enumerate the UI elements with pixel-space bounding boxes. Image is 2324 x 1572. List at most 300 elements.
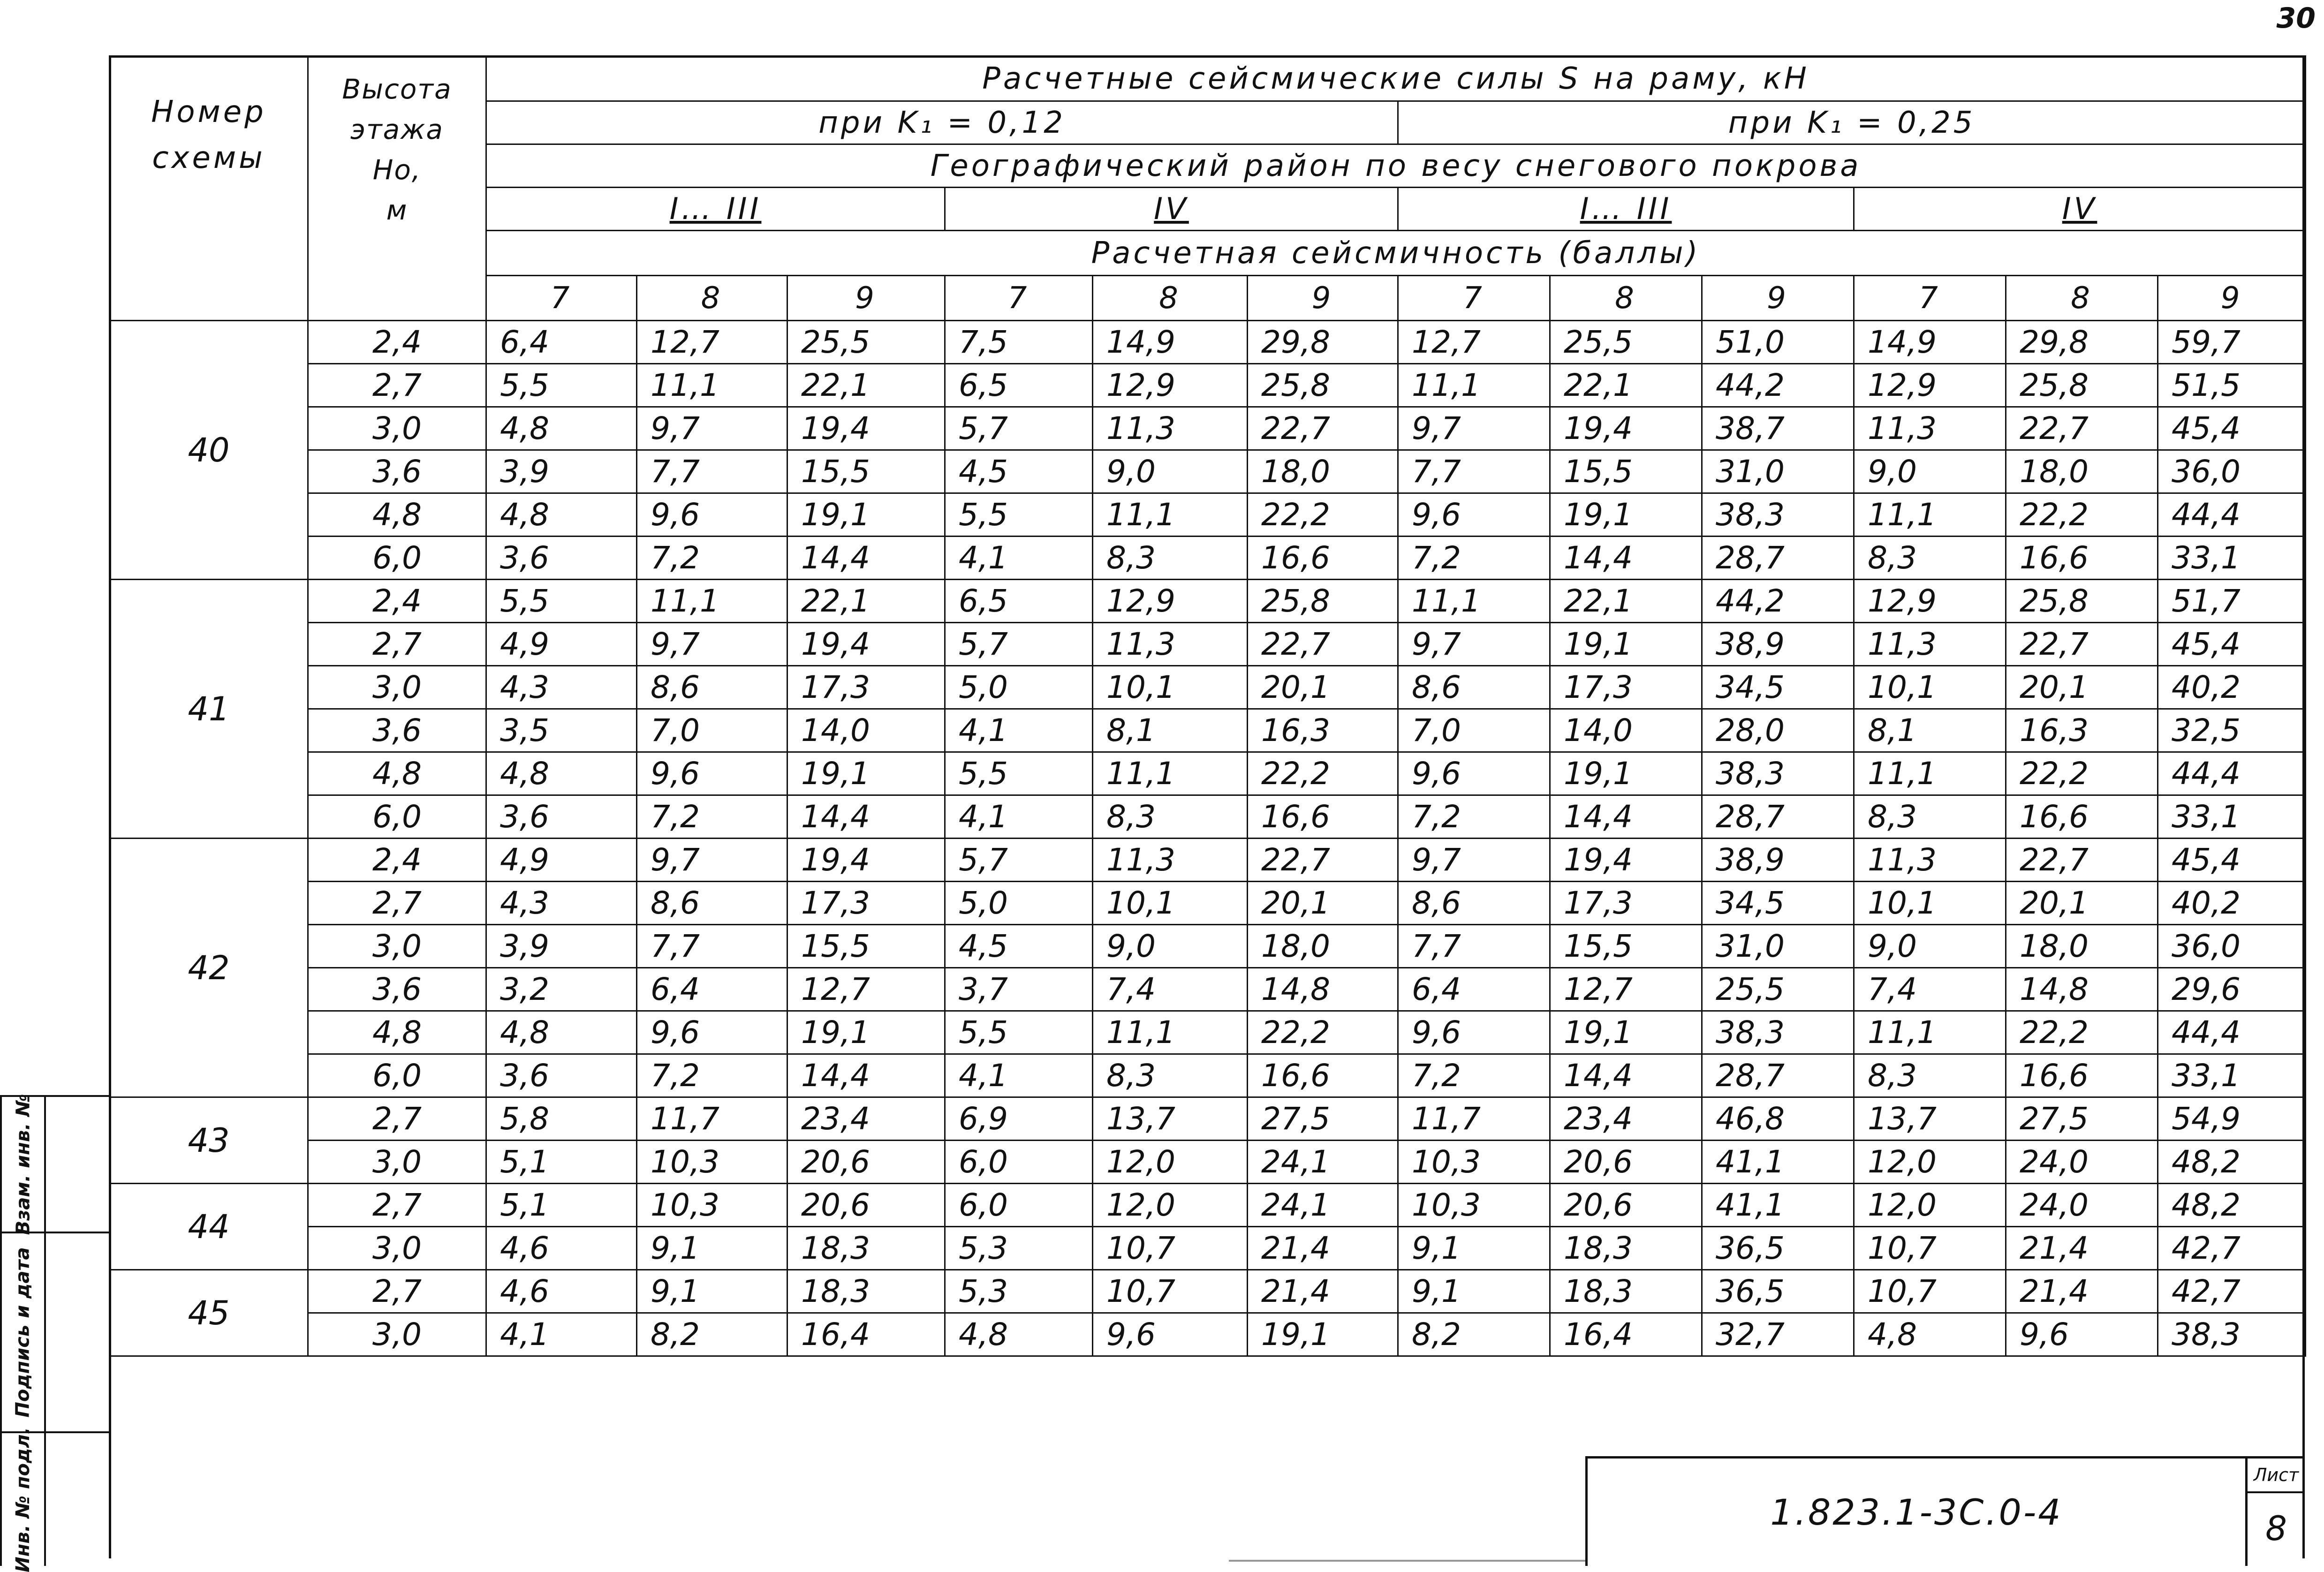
- force-value: 13,7: [1093, 1097, 1248, 1141]
- floor-height: 2,7: [308, 364, 486, 407]
- force-value: 18,0: [1248, 450, 1398, 493]
- schema-number: 44: [110, 1184, 308, 1270]
- force-value: 19,1: [1550, 1011, 1702, 1054]
- schema-number: 45: [110, 1270, 308, 1356]
- force-value: 10,7: [1093, 1227, 1248, 1270]
- force-value: 9,7: [637, 623, 787, 666]
- table-row: [110, 1011, 2306, 1054]
- force-value: 9,7: [637, 407, 787, 450]
- force-value: 32,5: [2158, 709, 2306, 752]
- force-value: 11,3: [1093, 407, 1248, 450]
- force-value: 4,3: [486, 882, 637, 925]
- force-value: 3,6: [486, 537, 637, 580]
- floor-height: 3,6: [308, 968, 486, 1011]
- force-value: 6,0: [945, 1141, 1093, 1184]
- force-value: 28,0: [1702, 709, 1854, 752]
- force-value: 45,4: [2158, 839, 2306, 882]
- force-value: 20,1: [1248, 882, 1398, 925]
- force-value: 6,4: [1398, 968, 1550, 1011]
- force-value: 21,4: [1248, 1227, 1398, 1270]
- force-value: 28,7: [1702, 1054, 1854, 1097]
- force-value: 7,4: [1854, 968, 2006, 1011]
- force-value: 40,2: [2158, 882, 2306, 925]
- force-value: 9,1: [1398, 1270, 1550, 1313]
- force-value: 8,6: [637, 882, 787, 925]
- force-value: 5,0: [945, 882, 1093, 925]
- table-row: [110, 882, 2306, 925]
- force-value: 22,1: [1550, 364, 1702, 407]
- floor-height: 3,0: [308, 925, 486, 968]
- force-value: 36,5: [1702, 1270, 1854, 1313]
- force-value: 8,2: [1398, 1313, 1550, 1356]
- force-value: 5,1: [486, 1184, 637, 1227]
- table-row: [110, 925, 2306, 968]
- force-value: 3,7: [945, 968, 1093, 1011]
- force-value: 4,5: [945, 925, 1093, 968]
- header-region-group: I… III: [486, 188, 945, 231]
- force-value: 10,1: [1093, 882, 1248, 925]
- force-value: 21,4: [1248, 1270, 1398, 1313]
- force-value: 20,1: [1248, 666, 1398, 709]
- floor-height: 2,7: [308, 623, 486, 666]
- header-height-line-1: Высота: [342, 73, 452, 105]
- force-value: 19,1: [787, 1011, 945, 1054]
- force-value: 12,0: [1093, 1184, 1248, 1227]
- force-value: 8,3: [1854, 795, 2006, 839]
- force-value: 6,0: [945, 1184, 1093, 1227]
- floor-height: 6,0: [308, 1054, 486, 1097]
- header-point: 9: [1248, 276, 1398, 321]
- force-value: 9,0: [1093, 450, 1248, 493]
- force-value: 9,7: [637, 839, 787, 882]
- table-row: [110, 1270, 2306, 1313]
- schema-number: 40: [110, 321, 308, 580]
- force-value: 14,4: [1550, 537, 1702, 580]
- force-value: 21,4: [2006, 1227, 2158, 1270]
- force-value: 51,5: [2158, 364, 2306, 407]
- force-value: 14,4: [787, 795, 945, 839]
- stamp-label-text: Взам. инв. №: [12, 1094, 34, 1235]
- force-value: 4,8: [945, 1313, 1093, 1356]
- force-value: 3,6: [486, 1054, 637, 1097]
- force-value: 7,7: [1398, 450, 1550, 493]
- force-value: 5,5: [945, 752, 1093, 795]
- header-point: 9: [1702, 276, 1854, 321]
- force-value: 9,6: [637, 493, 787, 537]
- force-value: 5,5: [945, 493, 1093, 537]
- force-value: 8,3: [1093, 537, 1248, 580]
- force-value: 9,6: [637, 752, 787, 795]
- force-value: 4,8: [486, 407, 637, 450]
- force-value: 4,9: [486, 839, 637, 882]
- force-value: 27,5: [2006, 1097, 2158, 1141]
- header-point: 7: [1398, 276, 1550, 321]
- force-value: 3,5: [486, 709, 637, 752]
- force-value: 13,7: [1854, 1097, 2006, 1141]
- force-value: 41,1: [1702, 1184, 1854, 1227]
- force-value: 18,3: [787, 1227, 945, 1270]
- force-value: 38,3: [1702, 752, 1854, 795]
- header-point: 8: [1093, 276, 1248, 321]
- force-value: 15,5: [787, 450, 945, 493]
- table-row: [110, 1054, 2306, 1097]
- force-value: 4,8: [1854, 1313, 2006, 1356]
- force-value: 31,0: [1702, 925, 1854, 968]
- seismic-forces-table: [109, 55, 2306, 1357]
- header-schema: [110, 56, 308, 321]
- force-value: 11,1: [1854, 1011, 2006, 1054]
- force-value: 12,9: [1093, 580, 1248, 623]
- force-value: 9,7: [1398, 623, 1550, 666]
- force-value: 15,5: [787, 925, 945, 968]
- floor-height: 3,0: [308, 666, 486, 709]
- force-value: 4,1: [945, 537, 1093, 580]
- force-value: 14,4: [1550, 1054, 1702, 1097]
- force-value: 11,1: [1854, 752, 2006, 795]
- force-value: 7,2: [637, 537, 787, 580]
- force-value: 12,7: [1398, 321, 1550, 364]
- force-value: 25,8: [2006, 364, 2158, 407]
- header-k1-012: при K₁ = 0,12: [486, 101, 1398, 144]
- force-value: 9,6: [1398, 1011, 1550, 1054]
- force-value: 48,2: [2158, 1184, 2306, 1227]
- table-row: [110, 623, 2306, 666]
- stamp-label: [2, 1094, 46, 1235]
- force-value: 19,4: [1550, 407, 1702, 450]
- force-value: 54,9: [2158, 1097, 2306, 1141]
- force-value: 11,1: [1398, 364, 1550, 407]
- force-value: 18,0: [2006, 450, 2158, 493]
- force-value: 10,7: [1854, 1227, 2006, 1270]
- force-value: 4,1: [945, 709, 1093, 752]
- force-value: 44,4: [2158, 1011, 2306, 1054]
- header-region-group: IV: [945, 188, 1398, 231]
- force-value: 14,8: [1248, 968, 1398, 1011]
- force-value: 12,7: [787, 968, 945, 1011]
- force-value: 19,4: [787, 839, 945, 882]
- force-value: 19,4: [787, 623, 945, 666]
- header-region-group: IV: [1854, 188, 2306, 231]
- force-value: 14,0: [1550, 709, 1702, 752]
- force-value: 11,1: [637, 364, 787, 407]
- header-schema-line-2: схемы: [152, 141, 265, 175]
- table-row: [110, 1227, 2306, 1270]
- table-row: [110, 407, 2306, 450]
- header-height-line-2: этажа: [350, 113, 444, 145]
- force-value: 19,1: [1550, 752, 1702, 795]
- force-value: 6,9: [945, 1097, 1093, 1141]
- force-value: 16,6: [1248, 1054, 1398, 1097]
- floor-height: 3,0: [308, 407, 486, 450]
- stamp-label-text: Подпись и дата: [12, 1247, 34, 1418]
- force-value: 7,7: [1398, 925, 1550, 968]
- force-value: 11,3: [1854, 623, 2006, 666]
- force-value: 17,3: [787, 882, 945, 925]
- force-value: 22,2: [2006, 1011, 2158, 1054]
- force-value: 15,5: [1550, 925, 1702, 968]
- force-value: 22,7: [1248, 407, 1398, 450]
- force-value: 21,4: [2006, 1270, 2158, 1313]
- force-value: 20,6: [787, 1184, 945, 1227]
- force-value: 19,1: [787, 493, 945, 537]
- force-value: 20,1: [2006, 882, 2158, 925]
- force-value: 44,4: [2158, 752, 2306, 795]
- force-value: 18,0: [2006, 925, 2158, 968]
- force-value: 16,4: [1550, 1313, 1702, 1356]
- force-value: 7,2: [1398, 1054, 1550, 1097]
- floor-height: 3,0: [308, 1313, 486, 1356]
- floor-height: 3,6: [308, 709, 486, 752]
- force-value: 3,9: [486, 925, 637, 968]
- force-value: 14,4: [787, 537, 945, 580]
- force-value: 4,8: [486, 493, 637, 537]
- header-point: 9: [787, 276, 945, 321]
- force-value: 5,1: [486, 1141, 637, 1184]
- force-value: 5,7: [945, 839, 1093, 882]
- force-value: 22,2: [2006, 493, 2158, 537]
- header-point: 8: [1550, 276, 1702, 321]
- force-value: 5,0: [945, 666, 1093, 709]
- force-value: 8,3: [1854, 1054, 2006, 1097]
- sheet-number: 8: [2265, 1509, 2287, 1548]
- force-value: 16,4: [787, 1313, 945, 1356]
- force-value: 6,5: [945, 364, 1093, 407]
- force-value: 6,4: [486, 321, 637, 364]
- force-value: 8,3: [1854, 537, 2006, 580]
- force-value: 8,1: [1854, 709, 2006, 752]
- force-value: 15,5: [1550, 450, 1702, 493]
- table-row: [110, 537, 2306, 580]
- force-value: 10,1: [1093, 666, 1248, 709]
- force-value: 4,1: [945, 795, 1093, 839]
- force-value: 7,0: [1398, 709, 1550, 752]
- table-row: [110, 666, 2306, 709]
- force-value: 33,1: [2158, 795, 2306, 839]
- force-value: 8,6: [1398, 666, 1550, 709]
- stamp-replaced-inventory: [0, 1095, 109, 1233]
- force-value: 5,5: [486, 364, 637, 407]
- header-region: Географический район по весу снегового покрова: [486, 144, 2306, 188]
- table-row: [110, 450, 2306, 493]
- force-value: 17,3: [1550, 666, 1702, 709]
- force-value: 4,8: [486, 1011, 637, 1054]
- force-value: 45,4: [2158, 407, 2306, 450]
- force-value: 9,1: [637, 1227, 787, 1270]
- force-value: 19,1: [1550, 623, 1702, 666]
- force-value: 22,7: [1248, 839, 1398, 882]
- header-title: Расчетные сейсмические силы S на раму, кН: [486, 56, 2306, 101]
- force-value: 20,6: [1550, 1141, 1702, 1184]
- table-row: [110, 752, 2306, 795]
- page-number: 30: [2276, 2, 2316, 35]
- force-value: 22,7: [2006, 407, 2158, 450]
- force-value: 8,3: [1093, 1054, 1248, 1097]
- force-value: 9,7: [1398, 839, 1550, 882]
- header-k1-025: при K₁ = 0,25: [1398, 101, 2306, 144]
- floor-height: 4,8: [308, 752, 486, 795]
- stamp-label: [2, 1233, 46, 1431]
- force-value: 51,7: [2158, 580, 2306, 623]
- header-schema-line-1: Номер: [151, 95, 266, 129]
- force-value: 7,7: [637, 925, 787, 968]
- force-value: 22,1: [787, 364, 945, 407]
- force-value: 20,1: [2006, 666, 2158, 709]
- force-value: 5,5: [945, 1011, 1093, 1054]
- force-value: 12,0: [1854, 1141, 2006, 1184]
- force-value: 34,5: [1702, 882, 1854, 925]
- force-value: 38,9: [1702, 623, 1854, 666]
- force-value: 11,1: [1093, 1011, 1248, 1054]
- force-value: 12,7: [637, 321, 787, 364]
- force-value: 4,9: [486, 623, 637, 666]
- force-value: 10,1: [1854, 882, 2006, 925]
- force-value: 8,3: [1093, 795, 1248, 839]
- force-value: 6,5: [945, 580, 1093, 623]
- force-value: 11,1: [1398, 580, 1550, 623]
- force-value: 11,1: [1854, 493, 2006, 537]
- floor-height: 2,7: [308, 1270, 486, 1313]
- force-value: 42,7: [2158, 1270, 2306, 1313]
- force-value: 4,5: [945, 450, 1093, 493]
- force-value: 11,7: [1398, 1097, 1550, 1141]
- force-value: 25,8: [1248, 364, 1398, 407]
- table-row: [110, 968, 2306, 1011]
- force-value: 22,2: [2006, 752, 2158, 795]
- force-value: 24,0: [2006, 1141, 2158, 1184]
- force-value: 24,1: [1248, 1184, 1398, 1227]
- force-value: 5,7: [945, 407, 1093, 450]
- header-height-line-3: Ho,: [372, 154, 422, 186]
- force-value: 7,7: [637, 450, 787, 493]
- table-row: [110, 493, 2306, 537]
- table-row: [110, 1313, 2306, 1356]
- force-value: 41,1: [1702, 1141, 1854, 1184]
- force-value: 10,1: [1854, 666, 2006, 709]
- force-value: 10,3: [637, 1141, 787, 1184]
- force-value: 29,8: [2006, 321, 2158, 364]
- force-value: 38,7: [1702, 407, 1854, 450]
- force-value: 9,6: [1398, 493, 1550, 537]
- force-value: 22,2: [1248, 1011, 1398, 1054]
- table-row: [110, 709, 2306, 752]
- force-value: 40,2: [2158, 666, 2306, 709]
- force-value: 38,3: [2158, 1313, 2306, 1356]
- force-value: 14,4: [787, 1054, 945, 1097]
- stamp-original-inventory: [0, 1427, 109, 1572]
- table-row: [110, 1141, 2306, 1184]
- force-value: 17,3: [787, 666, 945, 709]
- force-value: 4,1: [945, 1054, 1093, 1097]
- scan-edge-line: [1229, 1560, 1585, 1562]
- force-value: 25,5: [787, 321, 945, 364]
- header-point: 9: [2158, 276, 2306, 321]
- force-value: 8,6: [637, 666, 787, 709]
- force-value: 9,6: [1093, 1313, 1248, 1356]
- force-value: 22,1: [1550, 580, 1702, 623]
- force-value: 16,6: [2006, 795, 2158, 839]
- force-value: 19,1: [1248, 1313, 1398, 1356]
- force-value: 46,8: [1702, 1097, 1854, 1141]
- force-value: 22,7: [2006, 623, 2158, 666]
- force-value: 9,1: [637, 1270, 787, 1313]
- table-row: [110, 1097, 2306, 1141]
- force-value: 3,6: [486, 795, 637, 839]
- title-block: [1585, 1456, 2305, 1566]
- force-value: 16,6: [2006, 1054, 2158, 1097]
- force-value: 29,8: [1248, 321, 1398, 364]
- header-point: 7: [486, 276, 637, 321]
- force-value: 22,7: [1248, 623, 1398, 666]
- force-value: 16,6: [1248, 537, 1398, 580]
- force-value: 32,7: [1702, 1313, 1854, 1356]
- force-value: 14,8: [2006, 968, 2158, 1011]
- force-value: 44,2: [1702, 580, 1854, 623]
- table-row: [110, 580, 2306, 623]
- force-value: 34,5: [1702, 666, 1854, 709]
- schema-number: 43: [110, 1097, 308, 1184]
- header-point: 7: [945, 276, 1093, 321]
- force-value: 23,4: [787, 1097, 945, 1141]
- force-value: 10,3: [1398, 1141, 1550, 1184]
- table-row: [110, 1184, 2306, 1227]
- force-value: 24,0: [2006, 1184, 2158, 1227]
- force-value: 20,6: [787, 1141, 945, 1184]
- floor-height: 2,7: [308, 1097, 486, 1141]
- force-value: 8,1: [1093, 709, 1248, 752]
- force-value: 3,9: [486, 450, 637, 493]
- force-value: 22,1: [787, 580, 945, 623]
- force-value: 36,5: [1702, 1227, 1854, 1270]
- force-value: 7,4: [1093, 968, 1248, 1011]
- table-row: [110, 364, 2306, 407]
- force-value: 19,4: [1550, 839, 1702, 882]
- force-value: 25,8: [1248, 580, 1398, 623]
- force-value: 28,7: [1702, 537, 1854, 580]
- floor-height: 6,0: [308, 795, 486, 839]
- force-value: 9,6: [637, 1011, 787, 1054]
- force-value: 18,3: [1550, 1227, 1702, 1270]
- force-value: 16,3: [2006, 709, 2158, 752]
- force-value: 17,3: [1550, 882, 1702, 925]
- floor-height: 3,0: [308, 1141, 486, 1184]
- force-value: 11,3: [1093, 623, 1248, 666]
- force-value: 9,0: [1854, 925, 2006, 968]
- force-value: 59,7: [2158, 321, 2306, 364]
- force-value: 9,1: [1398, 1227, 1550, 1270]
- document-code: 1.823.1-3С.0-4: [1770, 1491, 2063, 1533]
- force-value: 5,7: [945, 623, 1093, 666]
- force-value: 8,6: [1398, 882, 1550, 925]
- force-value: 36,0: [2158, 925, 2306, 968]
- force-value: 11,1: [1093, 752, 1248, 795]
- stamp-signature-date: [0, 1232, 109, 1433]
- force-value: 16,3: [1248, 709, 1398, 752]
- force-value: 27,5: [1248, 1097, 1398, 1141]
- schema-number: 42: [110, 839, 308, 1097]
- force-value: 24,1: [1248, 1141, 1398, 1184]
- header-region-group: I… III: [1398, 188, 1854, 231]
- force-value: 33,1: [2158, 1054, 2306, 1097]
- force-value: 45,4: [2158, 623, 2306, 666]
- force-value: 7,0: [637, 709, 787, 752]
- force-value: 8,2: [637, 1313, 787, 1356]
- force-value: 7,5: [945, 321, 1093, 364]
- force-value: 9,0: [1093, 925, 1248, 968]
- force-value: 11,3: [1093, 839, 1248, 882]
- force-value: 7,2: [1398, 795, 1550, 839]
- force-value: 4,6: [486, 1270, 637, 1313]
- force-value: 11,1: [1093, 493, 1248, 537]
